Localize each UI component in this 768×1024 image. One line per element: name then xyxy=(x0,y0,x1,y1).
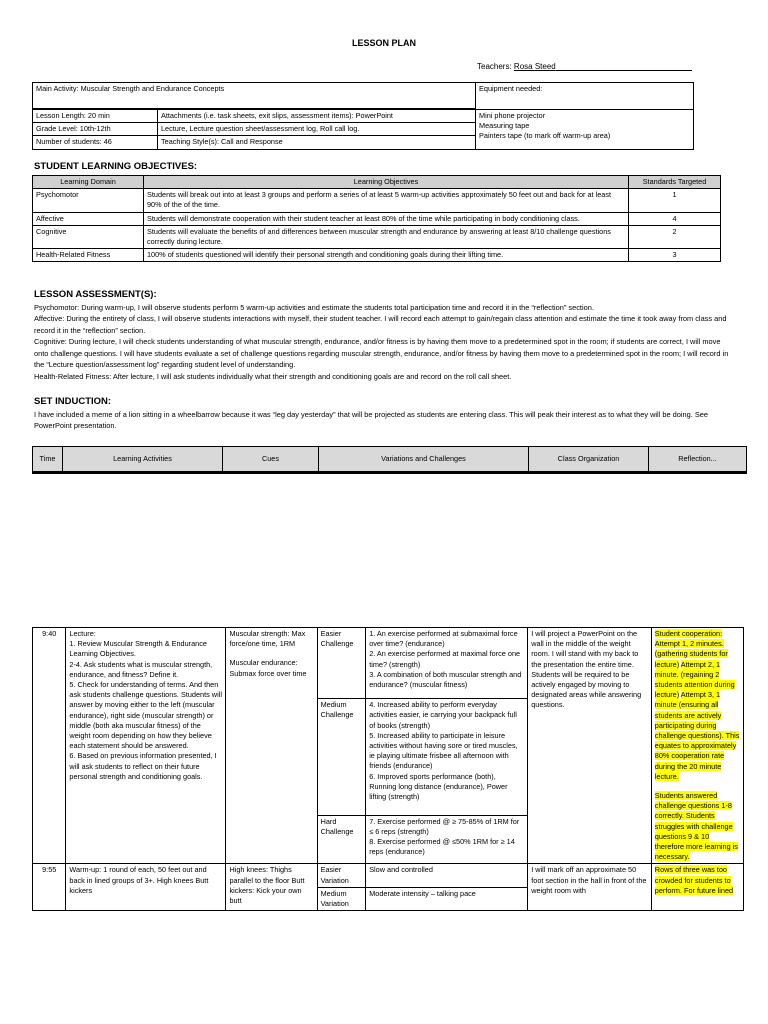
challenge-item: 6. Improved sports performance (both), Running long distance (endurance), Power lifting (strength) xyxy=(369,771,508,802)
objective-row xyxy=(33,249,721,262)
assessment-affective: Affective: During the entirety of class, I will observe students interactions with myself, their student teacher. I will record each attempt to gain/regain class attention and estimate the time it took away from class and record it in the “reflection” section. xyxy=(34,314,727,335)
learning-domain: Cognitive xyxy=(33,225,144,248)
schedule-header xyxy=(32,446,747,474)
column-header: Learning Objectives xyxy=(144,176,629,189)
class-organization: I will project a PowerPoint on the wall in the middle of the weight room. I will stand with my back to the presentation the entire time. Students will be required to be actively engaged by moving to designated areas while answering questions. xyxy=(528,628,652,864)
equipment-list xyxy=(476,110,694,150)
activity-line: 1. Review Muscular Strength & Endurance Learning Objectives. xyxy=(69,639,207,659)
attachments-detail: Lecture, Lecture question sheet/assessment log, Roll call log. xyxy=(158,123,476,136)
challenge-item: 2. An exercise performed at maximal force one time? (strength) xyxy=(369,649,521,669)
lesson-header-table xyxy=(32,82,694,150)
challenge-items xyxy=(366,699,528,816)
teaching-style: Teaching Style(s): Call and Response xyxy=(158,136,476,149)
induction-heading: SET INDUCTION: xyxy=(34,396,112,407)
objectives-heading: STUDENT LEARNING OBJECTIVES: xyxy=(34,161,198,172)
activity-line: Lecture: xyxy=(69,629,96,638)
challenge-item: 4. Increased ability to perform everyday activities easier, ie carrying your backpack full of books (strength) xyxy=(369,700,517,730)
challenge-item: 5. Increased ability to participate in leisure activities without having sore or tired muscles, ie playing ultimate frisbee all afternoon with friends (endurance) xyxy=(369,730,518,771)
variation-level: Easier Variation xyxy=(317,864,366,888)
column-header-time: Time xyxy=(33,447,63,473)
equipment-label: Equipment needed: xyxy=(476,83,694,110)
challenge-item: 7. Exercise performed @ ≥ 75-85% of 1RM for ≤ 6 reps (strength) xyxy=(369,816,520,837)
reflection xyxy=(651,628,743,864)
variation-text: Moderate intensity – talking pace xyxy=(366,887,528,911)
challenge-level: Medium Challenge xyxy=(317,699,366,816)
main-activity: Main Activity: Muscular Strength and Endurance Concepts xyxy=(33,83,476,109)
signature-line xyxy=(556,62,692,71)
learning-domain: Health-Related Fitness xyxy=(33,249,144,262)
challenge-level: Easier Challenge xyxy=(317,628,366,699)
attachments: Attachments (i.e. task sheets, exit slips, assessment items): PowerPoint xyxy=(158,110,476,123)
cues xyxy=(226,864,317,911)
challenge-items xyxy=(366,815,528,864)
challenge-level: Hard Challenge xyxy=(317,815,366,864)
activity-line: 5. Check for understanding of terms. And then ask students challenge questions. Students will answer by moving either to the left (muscular endurance), right side (muscular strength) or middle (both aka muscular fitness) of the weight room depending on how they believe each statement should be answered. xyxy=(69,680,222,751)
reflection-text: Students answered challenge questions 1-8 correctly. Students struggles with challenge questions 9 & 10 therefore more learning is necessary. xyxy=(654,791,738,862)
equipment-item: Painters tape (to mark off warm-up area) xyxy=(479,131,611,141)
schedule-row xyxy=(33,628,744,699)
organization-text: I will mark off an approximate 50 foot section in the hall in front of the weight room with xyxy=(531,865,647,895)
time-cell: 9:40 xyxy=(33,628,66,864)
assessment-heading: LESSON ASSESSMENT(S): xyxy=(34,289,157,300)
activity-line: 2-4. Ask students what is muscular strength, endurance, and fitness? Define it. xyxy=(69,659,213,679)
reflection xyxy=(651,864,743,911)
cue-line: Muscular strength: Max force/one time, 1RM xyxy=(229,629,306,649)
page-title: LESSON PLAN xyxy=(351,38,416,48)
activity-line: 6. Based on previous information presented, I will ask students to reflect on their future personal strength and conditioning goals. xyxy=(69,751,217,781)
column-header-cues: Cues xyxy=(223,447,319,473)
challenge-item: 3. A combination of both muscular strength and endurance? (muscular fitness) xyxy=(369,669,522,690)
grade-level: Grade Level: 10th-12th xyxy=(33,123,158,136)
column-header-variations: Variations and Challenges xyxy=(319,447,529,473)
assessment-psychomotor: Psychomotor: During warm-up, I will observe students perform 5 warm-up activities and estimate the students total participation time and record it in the “reflection” section. xyxy=(34,303,594,312)
learning-domain: Affective xyxy=(33,212,144,225)
challenge-item: 1. An exercise performed at submaximal force over time? (endurance) xyxy=(369,629,518,649)
reflection-text: Attempt 3, 1 minute (ensuring all students are actively participating during challenge questions). This equates to approximately 80% cooperation rate during the 20 minute lecture. xyxy=(654,690,740,781)
cue-line: High knees: Thighs parallel to the floor Butt kickers: Kick your own butt xyxy=(229,865,305,906)
learning-domain: Psychomotor xyxy=(33,189,144,212)
reflection-text: Student cooperation: Attempt 1, 2 minutes. (gathering students for lecture) xyxy=(654,629,728,669)
induction-text: I have included a meme of a lion sitting in a wheelbarrow because it was “leg day yesterday” that will be projected as students are entering class. This will peak their interest as to what they will be doing. See PowerPoint presentation. xyxy=(34,410,708,431)
assessment-text xyxy=(34,302,734,382)
number-of-students: Number of students: 46 xyxy=(33,136,158,149)
standard-targeted: 4 xyxy=(629,212,721,225)
objective-row xyxy=(33,212,721,225)
equipment-item: Mini phone projector xyxy=(479,111,546,120)
cues xyxy=(226,628,317,864)
equipment-item: Measuring tape xyxy=(479,121,530,131)
schedule-row xyxy=(33,864,744,888)
learning-activities xyxy=(66,864,226,911)
teachers-line xyxy=(477,62,692,71)
objective-row xyxy=(33,225,721,248)
standard-targeted: 2 xyxy=(629,225,721,248)
objectives-table xyxy=(32,175,721,262)
challenge-items xyxy=(366,628,528,699)
teacher-name: Rosa Steed xyxy=(513,62,556,71)
column-header-activities: Learning Activities xyxy=(63,447,223,473)
class-organization xyxy=(528,864,652,911)
standard-targeted: 3 xyxy=(629,249,721,262)
schedule-table xyxy=(32,627,744,911)
objective-row xyxy=(33,189,721,212)
variation-level: Medium Variation xyxy=(317,887,366,911)
column-header-organization: Class Organization xyxy=(529,447,649,473)
reflection-text: Rows of three was too crowded for students to perform. For future lined xyxy=(654,865,734,895)
cue-line: Muscular endurance: Submax force over time xyxy=(229,658,307,678)
column-header: Standards Targeted xyxy=(629,176,721,189)
learning-activities xyxy=(66,628,226,864)
assessment-cognitive: Cognitive: During lecture, I will check students understanding of what muscular strength, endurance, and/or fitness is by having them move to a predetermined spot in the room; if students are correct, I will move onto challenge questions. I will have students evaluate a set of challenge questions regarding muscular strength, endurance, and/or fitness by having them move to a predetermined spot in the room; I will record in the “Lecture question/assessment log” regarding student level of understanding. xyxy=(34,337,729,370)
teachers-label: Teachers: xyxy=(477,62,512,71)
activity-line: Warm-up: 1 round of each, 50 feet out and back in lined groups of 3+. High knees Butt kickers xyxy=(69,865,209,895)
variation-text: Slow and controlled xyxy=(366,864,528,888)
assessment-health-fitness: Health-Related Fitness: After lecture, I will ask students individually what their strength and conditioning goals are and record on the roll call sheet. xyxy=(34,371,512,381)
lesson-length: Lesson Length: 20 min xyxy=(33,110,158,123)
time-cell: 9:55 xyxy=(33,864,66,911)
column-header-reflection: Reflection... xyxy=(649,447,747,473)
learning-objective: Students will evaluate the benefits of and differences between muscular strength and endurance by answering at least 8/10 challenge questions correctly during lecture. xyxy=(144,225,629,248)
reflection-text: Attempt 2, 1 minute. (regaining 2 students attention during lecture) xyxy=(654,659,735,700)
learning-objective: Students will demonstrate cooperation with their student teacher at least 80% of the time while participating in body conditioning class. xyxy=(144,212,629,225)
challenge-item: 8. Exercise performed @ ≤50% 1RM for ≥ 14 reps (endurance) xyxy=(369,837,515,857)
learning-objective: Students will break out into at least 3 groups and perform a series of at least 5 warm-up activities approximately 50 feet out and back for at least 90% of the of the time. xyxy=(144,189,629,212)
standard-targeted: 1 xyxy=(629,189,721,212)
learning-objective: 100% of students questioned will identify their personal strength and conditioning goals during their lifting time. xyxy=(144,249,629,262)
column-header: Learning Domain xyxy=(33,176,144,189)
